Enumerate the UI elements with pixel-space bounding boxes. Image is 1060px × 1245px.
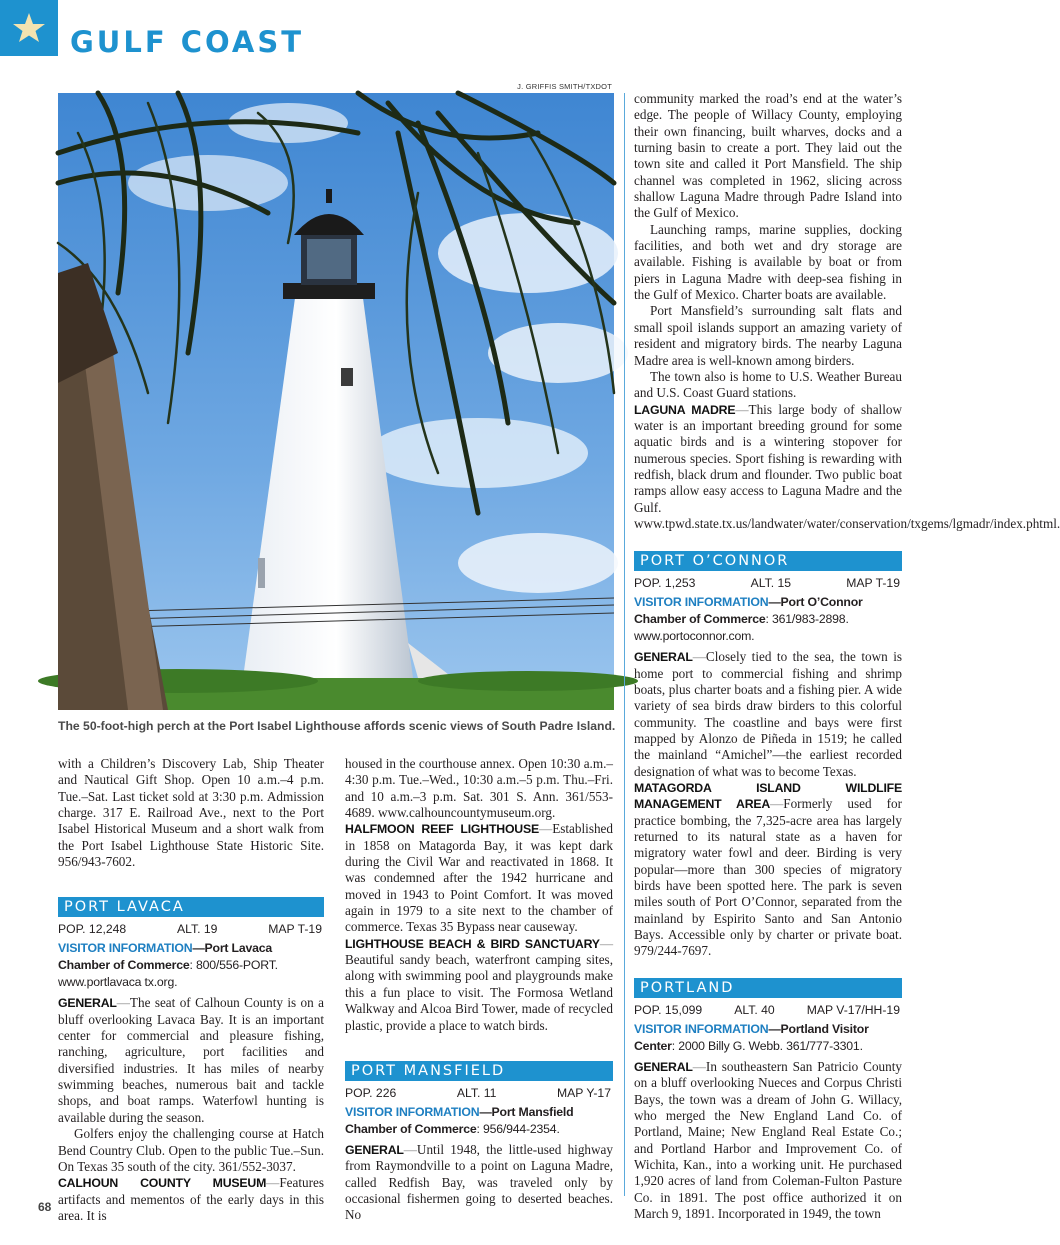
mansfield-paragraph-4: The town also is home to U.S. Weather Bureau and U.S. Coast Guard stations.: [634, 368, 902, 401]
intro-paragraph: with a Children’s Discovery Lab, Ship Theater and Nautical Gift Shop. Open 10 a.m.–4 p.m. Tue.–Sat. Last ticket sold at 3:30 p.m. Admission charge. 317 E. Railroad Ave., next to the Port Isabel Historical Museum and a short walk from the Port Isabel Lighthouse State Historic Site. 956/943-7602.: [58, 756, 324, 870]
section-badge: [0, 0, 58, 56]
visitor-label: VISITOR INFORMATION: [345, 1104, 480, 1119]
altitude: ALT. 11: [456, 1085, 497, 1100]
stats-row: [634, 575, 902, 591]
laguna-text: This large body of shallow water is an important breeding ground for some aquatic birds and is a wintering stopover for numerous species. Sport fishing is rewarding with redfish, black drum and flounder. Two public boat ramps allow easy access to Laguna Madre and the Gulf. www.tpwd.state.tx.us/landwater/water/conservation/txgems/lgmadr/index.phtml.: [634, 401, 1060, 531]
altitude: ALT. 15: [750, 576, 792, 591]
general-label: GENERAL: [58, 996, 117, 1011]
general-label: GENERAL: [634, 650, 693, 665]
photo-caption: The 50-foot-high perch at the Port Isabel Lighthouse affords scenic views of South Padre Island.: [58, 719, 616, 733]
laguna-paragraph: LAGUNA MADRE—This large body of shallow water is an important breeding ground for some aquatic birds and is a wintering stopover for numerous species. Sport fishing is rewarding with redfish, black drum and flounder. Two public boat ramps allow easy access to Laguna Madre and the Gulf. www.tpwd.state.tx.us/landwater/water/conservation/txgems/lgmadr/index.phtml.: [634, 401, 1060, 531]
lighthouse-photo: [58, 93, 614, 710]
matagorda-label: MATAGORDA ISLAND WILDLIFE MANAGEMENT AREA: [634, 781, 902, 812]
general-paragraph: GENERAL—The seat of Calhoun County is on a bluff overlooking Lavaca Bay. It is an important center for commercial and pleasure fishing, ranching, agriculture, port facilities and diversified industries. It has miles of nearby swimming beaches, numerous bait and tackle shops, and boat ramps. Waterfowl hunting is available during the season.: [58, 995, 324, 1125]
map-ref: MAP T-19: [846, 576, 900, 591]
general-text: The seat of Calhoun County is on a bluff overlooking Lavaca Bay. It is an important center for commercial and pleasure fishing, ranching, agriculture, port facilities and diversified industries. It has miles of nearby swimming beaches, numerous bait and tackle shops, and boat ramps. Waterfowl hunting is available during the season.: [58, 995, 324, 1125]
section-header-portland: PORTLAND: [634, 978, 902, 998]
matagorda-text: Formerly used for practice bombing, the 7,325-acre area has largely returned to its natural state as a haven for migratory water fowl and deer. Birding is very popular—more than 300 species of migratory birds have been spotted here. The park is seven miles south of Port O’Connor, separated from the mainland by Espirito Santo and San Antonio Bays. Accessible only by charter or private boat. 979/244-7697.: [634, 796, 902, 959]
general-label: GENERAL: [345, 1142, 404, 1157]
stats-row: [634, 1002, 902, 1018]
halfmoon-paragraph: HALFMOON REEF LIGHTHOUSE—Established in 1858 on Matagorda Bay, it was kept dark during the Civil War and reactivated in 1868. It was condemned after the 1942 hurricane and moved in 1943 to Point Comfort. It was moved again in 1979 to a site next to the chamber of commerce. Texas 35 Bypass near causeway.: [345, 821, 613, 935]
museum-text: Features artifacts and mementos of the early days in this area. It is: [58, 1175, 324, 1223]
map-ref: MAP T-19: [268, 922, 322, 937]
halfmoon-text: Established in 1858 on Matagorda Bay, it was kept dark during the Civil War and reactivated in 1868. It was condemned after the 1942 hurricane and moved in 1943 to Point Comfort. It was moved again in 1979 to a site next to the chamber of commerce. Texas 35 Bypass near causeway.: [345, 821, 613, 935]
section-header-port-oconnor: PORT O’CONNOR: [634, 551, 902, 571]
visitor-label: VISITOR INFORMATION: [634, 1021, 769, 1036]
map-ref: MAP V-17/HH-19: [806, 1002, 900, 1017]
visitor-name: —Port Lavaca Chamber of Commerce: [58, 941, 273, 973]
stats-row: [345, 1085, 613, 1101]
population: POP. 226: [345, 1085, 397, 1100]
golf-paragraph: Golfers enjoy the challenging course at Hatch Bend Country Club. Open to the public Tue.–Sun. On Texas 35 south of the city. 361/552-3037.: [58, 1126, 324, 1174]
visitor-name: —Port Mansfield Chamber of Commerce: [345, 1104, 574, 1136]
general-paragraph: GENERAL—Closely tied to the sea, the town is home port to commercial fishing and shrimp boats, plus charter boats and a fishing pier. A wide variety of sea birds draw birders to this colorful community. The coastline and bays were first mapped by Alonzo de Piñeda in 1519; he called the mainland “Amichel”—the earliest recorded designation of what was to become Texas.: [634, 649, 902, 779]
population: POP. 1,253: [634, 576, 696, 591]
visitor-name: —Port O’Connor Chamber of Commerce: [634, 595, 863, 627]
visitor-contact: : 800/556-PORT. www.portlavaca tx.org.: [58, 958, 278, 990]
visitor-info: [345, 1104, 613, 1138]
visitor-name: —Portland Visitor Center: [634, 1021, 869, 1053]
matagorda-paragraph: MATAGORDA ISLAND WILDLIFE MANAGEMENT AREA—Formerly used for practice bombing, the 7,325-acre area has largely returned to its natural state as a haven for migratory water fowl and deer. Birding is very popular—more than 300 species of migratory birds have been spotted here. The park is seven miles south of Port O’Connor, separated from the mainland by Espirito Santo and San Antonio Bays. Accessible only by charter or private boat. 979/244-7697.: [634, 781, 902, 959]
general-text: Closely tied to the sea, the town is home port to commercial fishing and shrimp boats, plus charter boats and a fishing pier. A wide variety of sea birds draw birders to this colorful community. The coastline and bays were first mapped by Alonzo de Piñeda in 1519; he called the mainland “Amichel”—the earliest recorded designation of what was to become Texas.: [634, 649, 902, 779]
star-icon: [12, 11, 46, 45]
mansfield-continued: community marked the road’s end at the water’s edge. The people of Willacy County, employing their own financing, built wharves, docks and a turning basin to create a port. They laid out the town site and called it Port Mansfield. The ship channel was completed in 1962, slicing across shallow Laguna Madre through Padre Island into the Gulf of Mexico.: [634, 91, 902, 221]
altitude: ALT. 19: [177, 922, 218, 937]
mansfield-paragraph-2: Launching ramps, marine supplies, docking facilities, and both wet and dry storage are available. Fishing is available by boat or from piers in Laguna Madre with deep-sea fishing in the Gulf of Mexico. Charter boats are available.: [634, 221, 902, 303]
beach-text: Beautiful sandy beach, waterfront camping sites, along with swimming pool and playgrounds make this a fun place to visit. The Formosa Wetland Walkway and Alcoa Bird Tower, made of recycled plastic, provide a place to watch birds.: [345, 952, 613, 1033]
column-2: [345, 756, 613, 1224]
beach-paragraph: LIGHTHOUSE BEACH & BIRD SANCTUARY—Beautiful sandy beach, waterfront camping sites, along with swimming pool and playgrounds make this a fun place to visit. The Formosa Wetland Walkway and Alcoa Bird Tower, made of recycled plastic, provide a place to watch birds.: [345, 935, 613, 1033]
general-paragraph: GENERAL—Until 1948, the little-used highway from Raymondville to a point on Laguna Madre, called Redfish Bay, was traveled only by occasional fishermen going to deserted beaches. No: [345, 1141, 613, 1223]
visitor-contact: : 2000 Billy G. Webb. 361/777-3301.: [671, 1038, 863, 1053]
visitor-contact: : 361/983-2898. www.portoconnor.com.: [634, 612, 849, 644]
visitor-info: [634, 594, 902, 645]
mansfield-paragraph-3: Port Mansfield’s surrounding salt flats and small spoil islands support an amazing variety of resident and migratory birds. The nearby Laguna Madre area is well-known among birders.: [634, 303, 902, 368]
visitor-contact: : 956/944-2354.: [476, 1121, 560, 1136]
page-title: GULF COAST: [70, 25, 305, 59]
museum-continued: housed in the courthouse annex. Open 10:30 a.m.–4:30 p.m. Tue.–Wed., 10:30 a.m.–5 p.m. Thu.–Fri. and 10 a.m.–3 p.m. Sat. 301 S. Ann. 361/553-4689. www.calhouncountymuseum.org.: [345, 756, 613, 821]
stats-row: [58, 921, 324, 937]
visitor-label: VISITOR INFORMATION: [58, 941, 193, 956]
visitor-info: [58, 940, 324, 991]
page-number: 68: [38, 1200, 52, 1214]
general-label: GENERAL: [634, 1059, 693, 1074]
visitor-info: [634, 1021, 902, 1055]
museum-label: CALHOUN COUNTY MUSEUM: [58, 1176, 267, 1191]
visitor-label: VISITOR INFORMATION: [634, 595, 769, 610]
population: POP. 15,099: [634, 1002, 703, 1017]
section-header-port-mansfield: PORT MANSFIELD: [345, 1061, 613, 1081]
general-text: Until 1948, the little-used highway from Raymondville to a point on Laguna Madre, called Redfish Bay, was traveled only by occasional fishermen going to deserted beaches. No: [345, 1141, 613, 1223]
map-ref: MAP Y-17: [557, 1085, 611, 1100]
laguna-label: LAGUNA MADRE: [634, 402, 736, 417]
population: POP. 12,248: [58, 922, 127, 937]
column-3: [634, 91, 1060, 1222]
general-text: In southeastern San Patricio County on a bluff overlooking Nueces and Corpus Christi Bays, the town was a dream of John G. Willacy, who merged the New England Land Co. of Portland, Maine; New England Real Estate Co.; and Portland Harbor and Improvement Co. of Wichita, Kan., into a working unit. He purchased 1,920 acres of land from Coleman-Fulton Pasture Co. in 1891. The post office authorized it on March 9, 1891. Incorporated in 1949, the town: [634, 1058, 902, 1221]
photo-credit: J. GRIFFIS SMITH/TXDOT: [517, 82, 612, 91]
altitude: ALT. 40: [734, 1002, 775, 1017]
column-divider: [624, 93, 625, 1196]
section-header-port-lavaca: PORT LAVACA: [58, 897, 324, 917]
beach-label: LIGHTHOUSE BEACH & BIRD SANCTUARY: [345, 936, 600, 951]
halfmoon-label: HALFMOON REEF LIGHTHOUSE: [345, 822, 539, 837]
museum-paragraph: CALHOUN COUNTY MUSEUM—Features artifacts and mementos of the early days in this area. It is: [58, 1175, 324, 1223]
general-paragraph: GENERAL—In southeastern San Patricio County on a bluff overlooking Nueces and Corpus Christi Bays, the town was a dream of John G. Willacy, who merged the New England Land Co. of Portland, Maine; New England Real Estate Co.; and Portland Harbor and Improvement Co. of Wichita, Kan., into a working unit. He purchased 1,920 acres of land from Coleman-Fulton Pasture Co. in 1891. The post office authorized it on March 9, 1891. Incorporated in 1949, the town: [634, 1058, 902, 1221]
column-1: [58, 756, 324, 1224]
